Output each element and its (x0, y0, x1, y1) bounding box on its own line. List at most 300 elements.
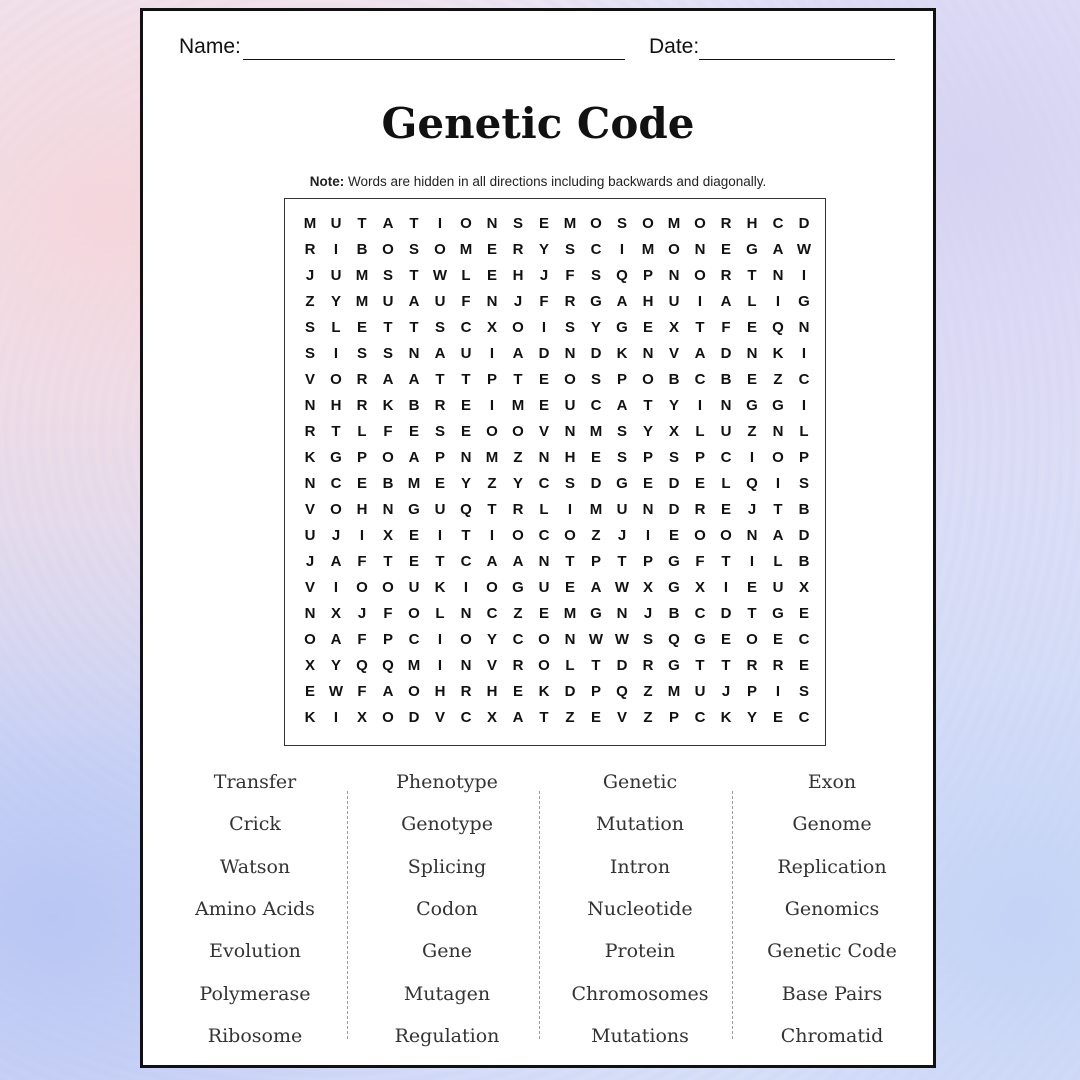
name-field-line[interactable] (243, 59, 625, 60)
grid-letter[interactable]: A (772, 241, 784, 258)
grid-letter[interactable]: J (747, 501, 757, 518)
grid-letter[interactable]: E (642, 475, 653, 492)
grid-letter[interactable]: G (668, 657, 680, 674)
grid-letter[interactable]: I (801, 345, 807, 362)
grid-letter[interactable]: T (357, 215, 367, 232)
grid-letter[interactable]: N (538, 449, 550, 466)
grid-letter[interactable]: T (747, 605, 757, 622)
grid-letter[interactable]: M (563, 605, 577, 622)
grid-letter[interactable]: N (772, 423, 784, 440)
grid-letter[interactable]: M (459, 241, 473, 258)
grid-letter[interactable]: S (382, 345, 393, 362)
grid-letter[interactable]: E (590, 709, 601, 726)
grid-letter[interactable]: R (460, 683, 472, 700)
grid-letter[interactable]: C (538, 527, 550, 544)
grid-letter[interactable]: V (304, 371, 315, 388)
grid-letter[interactable]: I (801, 397, 807, 414)
grid-letter[interactable]: A (616, 397, 628, 414)
grid-letter[interactable]: G (616, 319, 628, 336)
grid-letter[interactable]: R (304, 423, 316, 440)
grid-letter[interactable]: I (645, 527, 651, 544)
grid-letter[interactable]: C (798, 371, 810, 388)
grid-letter[interactable]: Y (330, 293, 341, 310)
grid-letter[interactable]: Y (538, 241, 549, 258)
grid-letter[interactable]: P (486, 371, 497, 388)
grid-letter[interactable]: F (695, 553, 705, 570)
grid-letter[interactable]: B (668, 371, 680, 388)
grid-letter[interactable]: O (694, 215, 706, 232)
grid-letter[interactable]: P (590, 683, 601, 700)
grid-letter[interactable]: F (357, 683, 367, 700)
grid-letter[interactable]: S (642, 631, 653, 648)
grid-letter[interactable]: E (564, 579, 575, 596)
grid-letter[interactable]: Z (643, 683, 653, 700)
grid-letter[interactable]: T (435, 371, 445, 388)
grid-letter[interactable]: U (330, 267, 342, 284)
grid-letter[interactable]: W (588, 631, 604, 648)
grid-letter[interactable]: O (304, 631, 316, 648)
grid-letter[interactable]: M (303, 215, 317, 232)
grid-letter[interactable]: N (798, 319, 810, 336)
grid-letter[interactable]: M (589, 501, 603, 518)
grid-letter[interactable]: Q (616, 683, 628, 700)
grid-letter[interactable]: T (695, 319, 705, 336)
grid-letter[interactable]: M (355, 267, 369, 284)
grid-letter[interactable]: W (614, 631, 630, 648)
grid-letter[interactable]: N (460, 657, 472, 674)
grid-letter[interactable]: O (486, 423, 498, 440)
grid-letter[interactable]: N (746, 527, 758, 544)
grid-letter[interactable]: S (304, 319, 315, 336)
grid-letter[interactable]: O (408, 605, 420, 622)
grid-letter[interactable]: E (486, 267, 497, 284)
grid-letter[interactable]: O (642, 371, 654, 388)
grid-letter[interactable]: J (305, 553, 315, 570)
grid-letter[interactable]: F (461, 293, 471, 310)
grid-letter[interactable]: S (798, 683, 809, 700)
grid-letter[interactable]: T (643, 397, 653, 414)
grid-letter[interactable]: P (694, 449, 705, 466)
grid-letter[interactable]: C (694, 371, 706, 388)
grid-letter[interactable]: E (720, 241, 731, 258)
grid-letter[interactable]: T (695, 657, 705, 674)
grid-letter[interactable]: E (590, 449, 601, 466)
grid-letter[interactable]: H (746, 215, 758, 232)
grid-letter[interactable]: T (461, 527, 471, 544)
grid-letter[interactable]: N (642, 345, 654, 362)
grid-letter[interactable]: L (461, 267, 471, 284)
grid-letter[interactable]: G (694, 631, 706, 648)
grid-letter[interactable]: X (798, 579, 809, 596)
grid-letter[interactable]: D (720, 605, 732, 622)
grid-letter[interactable]: X (330, 605, 341, 622)
grid-letter[interactable]: Q (460, 501, 472, 518)
grid-letter[interactable]: S (564, 319, 575, 336)
grid-letter[interactable]: T (721, 657, 731, 674)
grid-letter[interactable]: Q (382, 657, 394, 674)
grid-letter[interactable]: G (746, 397, 758, 414)
grid-letter[interactable]: T (565, 553, 575, 570)
grid-letter[interactable]: J (721, 683, 731, 700)
grid-letter[interactable]: Y (512, 475, 523, 492)
grid-letter[interactable]: E (798, 605, 809, 622)
grid-letter[interactable]: M (407, 657, 421, 674)
grid-letter[interactable]: S (798, 475, 809, 492)
grid-letter[interactable]: U (304, 527, 316, 544)
grid-letter[interactable]: F (357, 553, 367, 570)
grid-letter[interactable]: G (590, 605, 602, 622)
grid-letter[interactable]: M (485, 449, 499, 466)
grid-letter[interactable]: C (512, 631, 524, 648)
grid-letter[interactable]: I (749, 449, 755, 466)
grid-letter[interactable]: Y (746, 709, 757, 726)
grid-letter[interactable]: V (304, 501, 315, 518)
grid-letter[interactable]: G (616, 475, 628, 492)
grid-letter[interactable]: R (720, 215, 732, 232)
grid-letter[interactable]: O (330, 501, 342, 518)
grid-letter[interactable]: E (512, 683, 523, 700)
grid-letter[interactable]: E (486, 241, 497, 258)
grid-letter[interactable]: B (408, 397, 420, 414)
grid-letter[interactable]: S (304, 345, 315, 362)
grid-letter[interactable]: S (590, 371, 601, 388)
grid-letter[interactable]: S (434, 319, 445, 336)
grid-letter[interactable]: G (330, 449, 342, 466)
grid-letter[interactable]: H (330, 397, 342, 414)
grid-letter[interactable]: I (619, 241, 625, 258)
grid-letter[interactable]: C (460, 319, 472, 336)
grid-letter[interactable]: N (564, 423, 576, 440)
grid-letter[interactable]: G (798, 293, 810, 310)
grid-letter[interactable]: X (304, 657, 315, 674)
grid-letter[interactable]: A (512, 709, 524, 726)
grid-letter[interactable]: E (408, 423, 419, 440)
grid-letter[interactable]: I (749, 553, 755, 570)
grid-letter[interactable]: C (772, 215, 784, 232)
grid-letter[interactable]: E (798, 657, 809, 674)
grid-letter[interactable]: H (512, 267, 524, 284)
grid-letter[interactable]: O (460, 215, 472, 232)
grid-letter[interactable]: O (460, 631, 472, 648)
grid-letter[interactable]: C (538, 475, 550, 492)
grid-letter[interactable]: A (408, 449, 420, 466)
grid-letter[interactable]: N (304, 397, 316, 414)
grid-letter[interactable]: O (408, 683, 420, 700)
grid-letter[interactable]: R (356, 371, 368, 388)
grid-letter[interactable]: R (746, 657, 758, 674)
grid-letter[interactable]: L (565, 657, 575, 674)
grid-letter[interactable]: O (382, 241, 394, 258)
grid-letter[interactable]: C (798, 709, 810, 726)
grid-letter[interactable]: S (668, 449, 679, 466)
grid-letter[interactable]: A (408, 293, 420, 310)
grid-letter[interactable]: E (746, 371, 757, 388)
grid-letter[interactable]: K (538, 683, 550, 700)
grid-letter[interactable]: A (590, 579, 602, 596)
grid-letter[interactable]: E (538, 371, 549, 388)
grid-letter[interactable]: R (512, 501, 524, 518)
grid-letter[interactable]: A (330, 553, 342, 570)
grid-letter[interactable]: C (720, 449, 732, 466)
grid-letter[interactable]: D (538, 345, 550, 362)
date-field-line[interactable] (699, 59, 895, 60)
grid-letter[interactable]: F (565, 267, 575, 284)
grid-letter[interactable]: Z (487, 475, 497, 492)
grid-letter[interactable]: N (538, 553, 550, 570)
grid-letter[interactable]: T (435, 553, 445, 570)
grid-letter[interactable]: A (616, 293, 628, 310)
grid-letter[interactable]: O (642, 215, 654, 232)
grid-letter[interactable]: V (304, 579, 315, 596)
grid-letter[interactable]: I (437, 527, 443, 544)
grid-letter[interactable]: R (642, 657, 654, 674)
grid-letter[interactable]: K (772, 345, 784, 362)
grid-letter[interactable]: Q (356, 657, 368, 674)
grid-letter[interactable]: T (383, 553, 393, 570)
grid-letter[interactable]: E (720, 501, 731, 518)
grid-letter[interactable]: A (720, 293, 732, 310)
grid-letter[interactable]: C (694, 709, 706, 726)
grid-letter[interactable]: T (383, 319, 393, 336)
grid-letter[interactable]: N (460, 449, 472, 466)
grid-letter[interactable]: S (564, 241, 575, 258)
grid-letter[interactable]: Z (591, 527, 601, 544)
grid-letter[interactable]: N (486, 215, 498, 232)
grid-letter[interactable]: N (304, 605, 316, 622)
grid-letter[interactable]: J (331, 527, 341, 544)
grid-letter[interactable]: G (668, 579, 680, 596)
grid-letter[interactable]: I (541, 319, 547, 336)
grid-letter[interactable]: S (356, 345, 367, 362)
grid-letter[interactable]: N (564, 631, 576, 648)
grid-letter[interactable]: W (432, 267, 448, 284)
grid-letter[interactable]: P (590, 553, 601, 570)
grid-letter[interactable]: J (539, 267, 549, 284)
grid-letter[interactable]: X (668, 319, 679, 336)
grid-letter[interactable]: X (668, 423, 679, 440)
grid-letter[interactable]: I (463, 579, 469, 596)
grid-letter[interactable]: E (720, 631, 731, 648)
grid-letter[interactable]: G (772, 397, 784, 414)
grid-letter[interactable]: J (305, 267, 315, 284)
grid-letter[interactable]: R (720, 267, 732, 284)
grid-letter[interactable]: N (460, 605, 472, 622)
grid-letter[interactable]: O (512, 423, 524, 440)
grid-letter[interactable]: E (408, 553, 419, 570)
grid-letter[interactable]: E (668, 527, 679, 544)
grid-letter[interactable]: H (434, 683, 446, 700)
grid-letter[interactable]: C (408, 631, 420, 648)
grid-letter[interactable]: G (590, 293, 602, 310)
grid-letter[interactable]: C (486, 605, 498, 622)
grid-letter[interactable]: P (746, 683, 757, 700)
grid-letter[interactable]: D (590, 475, 602, 492)
grid-letter[interactable]: E (434, 475, 445, 492)
grid-letter[interactable]: H (642, 293, 654, 310)
grid-letter[interactable]: U (772, 579, 784, 596)
grid-letter[interactable]: I (437, 631, 443, 648)
grid-letter[interactable]: M (511, 397, 525, 414)
grid-letter[interactable]: J (643, 605, 653, 622)
grid-letter[interactable]: B (798, 501, 810, 518)
grid-letter[interactable]: I (333, 579, 339, 596)
grid-letter[interactable]: T (539, 709, 549, 726)
grid-letter[interactable]: D (668, 501, 680, 518)
grid-letter[interactable]: I (437, 657, 443, 674)
grid-letter[interactable]: E (538, 605, 549, 622)
grid-letter[interactable]: N (564, 345, 576, 362)
grid-letter[interactable]: Y (668, 397, 679, 414)
grid-letter[interactable]: N (746, 345, 758, 362)
grid-letter[interactable]: O (590, 215, 602, 232)
grid-letter[interactable]: S (616, 449, 627, 466)
grid-letter[interactable]: D (616, 657, 628, 674)
grid-letter[interactable]: O (512, 319, 524, 336)
grid-letter[interactable]: N (694, 241, 706, 258)
grid-letter[interactable]: S (512, 215, 523, 232)
grid-letter[interactable]: O (564, 371, 576, 388)
grid-letter[interactable]: C (798, 631, 810, 648)
grid-letter[interactable]: L (695, 423, 705, 440)
grid-letter[interactable]: A (330, 631, 342, 648)
grid-letter[interactable]: M (355, 293, 369, 310)
grid-letter[interactable]: T (409, 267, 419, 284)
grid-letter[interactable]: P (356, 449, 367, 466)
grid-letter[interactable]: X (356, 709, 367, 726)
grid-letter[interactable]: O (772, 449, 784, 466)
grid-letter[interactable]: P (616, 371, 627, 388)
grid-letter[interactable]: B (668, 605, 680, 622)
grid-letter[interactable]: E (694, 475, 705, 492)
grid-letter[interactable]: L (539, 501, 549, 518)
grid-letter[interactable]: S (590, 267, 601, 284)
grid-letter[interactable]: L (747, 293, 757, 310)
grid-letter[interactable]: U (434, 293, 446, 310)
grid-letter[interactable]: D (590, 345, 602, 362)
grid-letter[interactable]: N (668, 267, 680, 284)
grid-letter[interactable]: R (434, 397, 446, 414)
grid-letter[interactable]: I (775, 475, 781, 492)
word-search-grid[interactable] (284, 198, 826, 746)
grid-letter[interactable]: T (747, 267, 757, 284)
grid-letter[interactable]: E (538, 397, 549, 414)
grid-letter[interactable]: O (564, 527, 576, 544)
grid-letter[interactable]: T (721, 553, 731, 570)
grid-letter[interactable]: E (304, 683, 315, 700)
grid-letter[interactable]: U (408, 579, 420, 596)
grid-letter[interactable]: Z (643, 709, 653, 726)
grid-letter[interactable]: A (772, 527, 784, 544)
grid-letter[interactable]: R (772, 657, 784, 674)
grid-letter[interactable]: S (616, 423, 627, 440)
grid-letter[interactable]: O (512, 527, 524, 544)
grid-letter[interactable]: M (589, 423, 603, 440)
grid-letter[interactable]: J (357, 605, 367, 622)
grid-letter[interactable]: Z (513, 449, 523, 466)
grid-letter[interactable]: N (486, 293, 498, 310)
grid-letter[interactable]: P (642, 267, 653, 284)
grid-letter[interactable]: M (563, 215, 577, 232)
grid-letter[interactable]: Y (642, 423, 653, 440)
grid-letter[interactable]: I (489, 345, 495, 362)
grid-letter[interactable]: G (746, 241, 758, 258)
grid-letter[interactable]: D (798, 215, 810, 232)
grid-letter[interactable]: K (382, 397, 394, 414)
grid-letter[interactable]: R (512, 241, 524, 258)
grid-letter[interactable]: L (357, 423, 367, 440)
grid-letter[interactable]: K (434, 579, 446, 596)
grid-letter[interactable]: I (723, 579, 729, 596)
grid-letter[interactable]: R (694, 501, 706, 518)
grid-letter[interactable]: V (434, 709, 445, 726)
grid-letter[interactable]: M (641, 241, 655, 258)
grid-letter[interactable]: C (694, 605, 706, 622)
grid-letter[interactable]: X (694, 579, 705, 596)
grid-letter[interactable]: T (409, 319, 419, 336)
grid-letter[interactable]: L (435, 605, 445, 622)
grid-letter[interactable]: E (746, 579, 757, 596)
grid-letter[interactable]: F (383, 423, 393, 440)
grid-letter[interactable]: E (356, 319, 367, 336)
grid-letter[interactable]: Z (565, 709, 575, 726)
grid-letter[interactable]: I (489, 527, 495, 544)
grid-letter[interactable]: M (407, 475, 421, 492)
grid-letter[interactable]: V (538, 423, 549, 440)
grid-letter[interactable]: D (798, 527, 810, 544)
grid-letter[interactable]: E (642, 319, 653, 336)
grid-letter[interactable]: X (642, 579, 653, 596)
grid-letter[interactable]: O (538, 631, 550, 648)
grid-letter[interactable]: Y (460, 475, 471, 492)
grid-letter[interactable]: Q (668, 631, 680, 648)
grid-letter[interactable]: X (486, 709, 497, 726)
grid-letter[interactable]: T (617, 553, 627, 570)
grid-letter[interactable]: T (487, 501, 497, 518)
grid-letter[interactable]: N (304, 475, 316, 492)
grid-letter[interactable]: J (617, 527, 627, 544)
grid-letter[interactable]: V (486, 657, 497, 674)
grid-letter[interactable]: D (668, 475, 680, 492)
grid-letter[interactable]: M (667, 683, 681, 700)
grid-letter[interactable]: Q (772, 319, 784, 336)
grid-letter[interactable]: Z (513, 605, 523, 622)
grid-letter[interactable]: U (382, 293, 394, 310)
grid-letter[interactable]: I (359, 527, 365, 544)
grid-letter[interactable]: X (486, 319, 497, 336)
grid-letter[interactable]: I (775, 683, 781, 700)
grid-letter[interactable]: E (460, 397, 471, 414)
grid-letter[interactable]: U (330, 215, 342, 232)
grid-letter[interactable]: O (382, 709, 394, 726)
grid-letter[interactable]: I (489, 397, 495, 414)
grid-letter[interactable]: O (720, 527, 732, 544)
grid-letter[interactable]: X (382, 527, 393, 544)
grid-letter[interactable]: T (591, 657, 601, 674)
grid-letter[interactable]: W (328, 683, 344, 700)
grid-letter[interactable]: A (382, 371, 394, 388)
grid-letter[interactable]: Z (773, 371, 783, 388)
grid-letter[interactable]: F (357, 631, 367, 648)
grid-letter[interactable]: R (564, 293, 576, 310)
grid-letter[interactable]: D (564, 683, 576, 700)
grid-letter[interactable]: T (331, 423, 341, 440)
grid-letter[interactable]: E (408, 527, 419, 544)
grid-letter[interactable]: L (721, 475, 731, 492)
grid-letter[interactable]: U (564, 397, 576, 414)
grid-letter[interactable]: R (356, 397, 368, 414)
grid-letter[interactable]: Z (305, 293, 315, 310)
grid-letter[interactable]: L (331, 319, 341, 336)
